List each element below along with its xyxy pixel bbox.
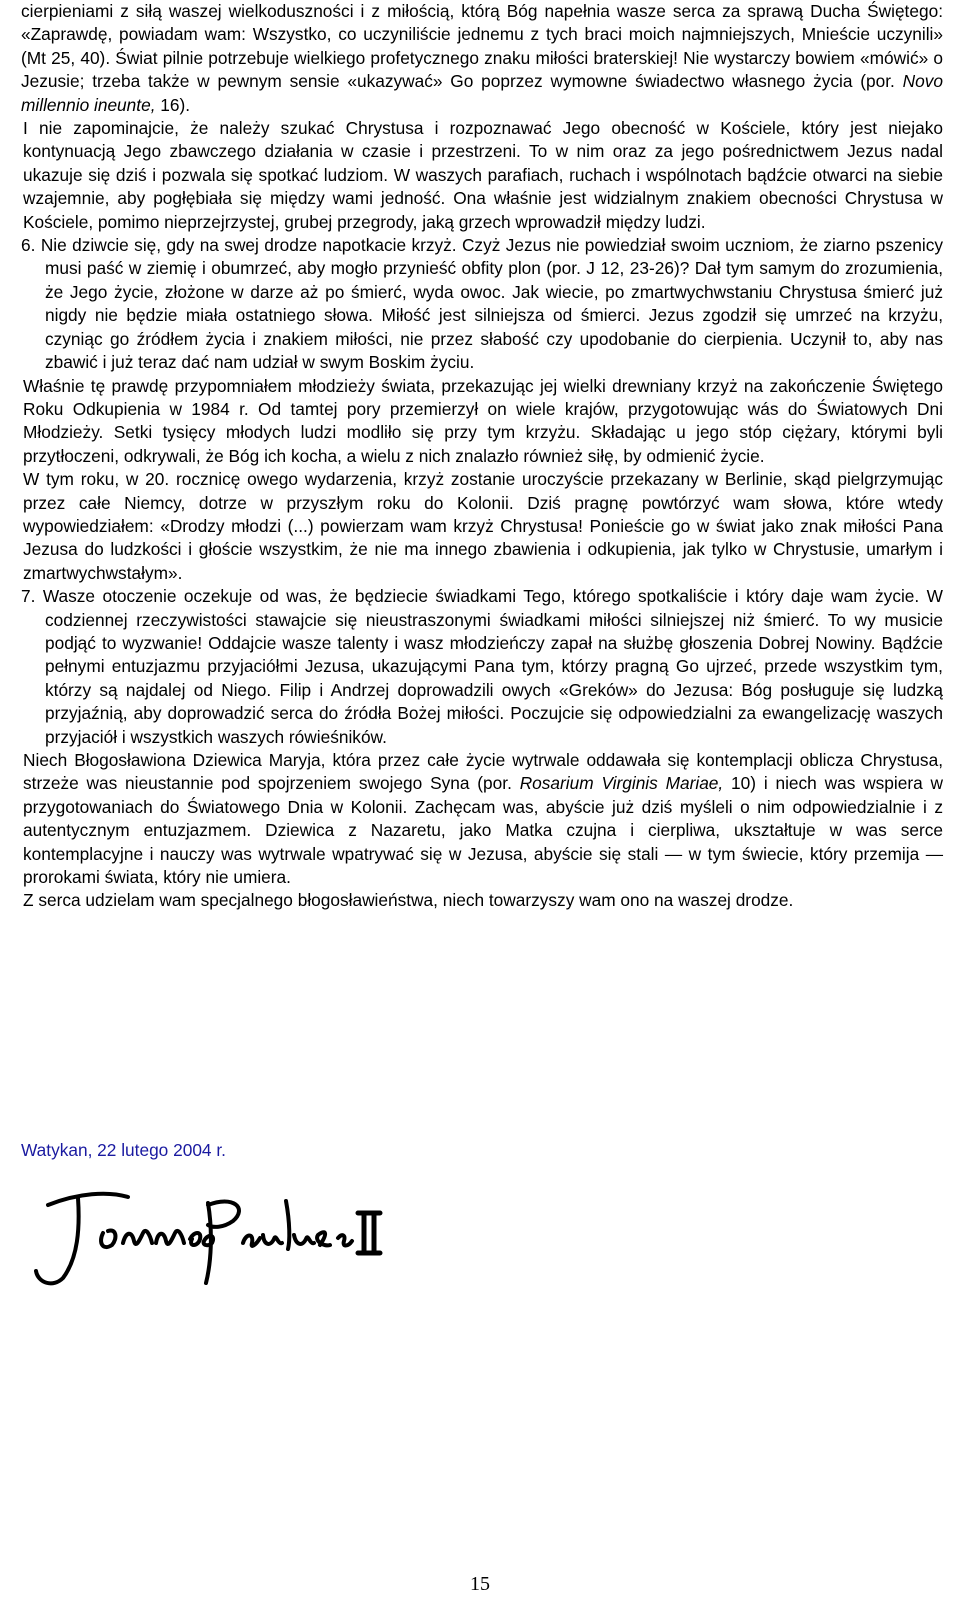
paragraph: W tym roku, w 20. rocznicę owego wydarzenia, krzyż zostanie uroczyście przekazany w Berlinie, skąd pielgrzymując przez całe Niemcy, dotrze w przyszłym roku do Kolonii. Dziś pragnę powtórzyć wam słowa, które wtedy wypowiedziałem: «Drodzy młodzi (...) powierzam wam krzyż Chrystusa! Ponieście go w świat jako znak miłości Pana Jezusa do ludzkości i głoście wszystkim, że nie ma innego zbawienia i odkupienia, jak tylko w Chrystusie, umarłym i zmartwychwstałym». xyxy=(23,469,943,583)
signature-image xyxy=(8,1183,408,1303)
paragraph-number: 7. xyxy=(21,586,36,607)
paragraph xyxy=(21,749,943,889)
paragraph xyxy=(21,0,943,117)
paragraph-text: Wasze otoczenie oczekuje od was, że będziecie świadkami Tego, którego spotkaliście i który daje wam życie. W codziennej rzeczywistości stawajcie się nieustraszonymi świadkami miłości silniejszej niż śmierć. To wy musicie podjąć to wyzwanie! Oddajcie wasze talenty i wasz młodzieńczy zapał na służbę głoszenia Dobrej Nowiny. Bądźcie pełnymi entuzjazmu przyjaciółmi Jezusa, ukazującymi Pana tym, którzy pragną Go ujrzeć, przede wszystkim tym, którzy są najdalej od Niego. Filip i Andrzej doprowadzili owych «Greków» do Jezusa: Bóg posługuje się ludzką przyjaźnią, aby doprowadzić serca do źródła Bożej miłości. Poczujcie się odpowiedzialni za ewangelizację waszych przyjaciół i wszystkich waszych rówieśników. xyxy=(42,586,943,747)
paragraph-text: cierpieniami z siłą waszej wielkoduszności i z miłością, którą Bóg napełnia wasze serca za sprawą Ducha Świętego: «Zaprawdę, powiadam wam: Wszystko, co uczyniliście jednemu z tych braci moich najmniejszych, Mnieście uczynili» (Mt 25, 40). Świat pilnie potrzebuje wielkiego profetycznego znaku miłości braterskiej! Nie wystarczy bowiem «mówić» o Jezusie; trzeba także w pewnym sensie «ukazywać» Go poprzez wymowne świadectwo własnego życia (por. xyxy=(21,1,943,92)
paragraph: Właśnie tę prawdę przypomniałem młodzieży świata, przekazując jej wielki drewniany krzyż na zakończenie Świętego Roku Odkupienia w 1984 r. Od tamtej pory przemierzył on wiele krajów, przygotowując wás do Światowych Dni Młodzieży. Setki tysięcy młodych ludzi modliło się przy tym krzyżu. Składając u jego stóp ciężary, którymi byli przytłoczeni, odkrywali, że Bóg ich kocha, a wielu z nich znalazło również siłę, by odmienić życie. xyxy=(23,375,943,466)
paragraph-text: Niech Błogosławiona Dziewica Maryja, która przez całe życie wytrwale oddawała się kontemplacji oblicza Chrystusa, strzeże was nieustannie pod spojrzeniem swojego Syna (por. xyxy=(23,750,943,794)
date-line: Watykan, 22 lutego 2004 r. xyxy=(21,1140,226,1160)
paragraph-text: Nie dziwcie się, gdy na swej drodze napotkacie krzyż. Czyż Jezus nie powiedział swoim uczniom, że ziarno pszenicy musi paść w ziemię i obumrzeć, aby mogło przynieść obfity plon (por. J 12, 23-26)? Dał tym samym do zrozumienia, że Jego życie, złożone w darze aż po śmierć, wyda owoc. Jak wiecie, po zmartwychwstaniu Chrystusa śmierć już nigdy nie będzie miała ostatniego słowa. Miłość jest silniejsza od śmierci. Jezus zgodził się umrzeć na krzyżu, czyniąc go źródłem życia i znakiem miłości, nie przez słabość czy upodobanie do cierpienia. Uczynił to, aby nas zbawić i już teraz dać nam udział w swym Boskim życiu. xyxy=(40,235,943,373)
citation-italic: Rosarium Virginis Mariae, xyxy=(519,773,724,794)
paragraph: Z serca udzielam wam specjalnego błogosławieństwa, niech towarzyszy wam ono na waszej drodze. xyxy=(23,890,794,911)
numbered-paragraph-6 xyxy=(21,234,943,374)
paragraph: I nie zapominajcie, że należy szukać Chrystusa i rozpoznawać Jego obecność w Kościele, który jest niejako kontynuacją Jego zbawczego działania w czasie i przestrzeni. To w nim oraz za jego pośrednictwem Jezus nadal ukazuje się dziś i pozwala się spotkać ludziom. W waszych parafiach, ruchach i wspólnotach bądźcie otwarci na siebie wzajemnie, aby pogłębiała się między wami jedność. Ona właśnie jest widzialnym znakiem obecności Chrystusa w Kościele, pomimo nieprzejrzystej, grubej przegrody, jaką grzech wprowadził między ludzi. xyxy=(23,118,943,232)
paragraph-number: 6. xyxy=(21,235,36,256)
paragraph-text: 16). xyxy=(155,94,191,115)
paragraph-text: 10) i niech was wspiera w przygotowaniach do Światowego Dnia w Kolonii. Zachęcam was, abyście już dziś myśleli o nim odpowiedzialnie i z autentycznym entuzjazmem. Dziewica z Nazaretu, jako Matka czujna i cierpliwa, ukształtuje w was serce kontemplacyjne i nauczy was wytrwale wpatrywać się w Jezusa, abyście się stali — w tym świecie, który przemija — prorokami świata, który nie umiera. xyxy=(23,773,943,888)
citation-italic: Novo millennio ineunte, xyxy=(21,71,943,115)
body-text xyxy=(21,0,943,913)
numbered-paragraph-7 xyxy=(21,585,943,749)
page-number: 15 xyxy=(470,1573,490,1595)
